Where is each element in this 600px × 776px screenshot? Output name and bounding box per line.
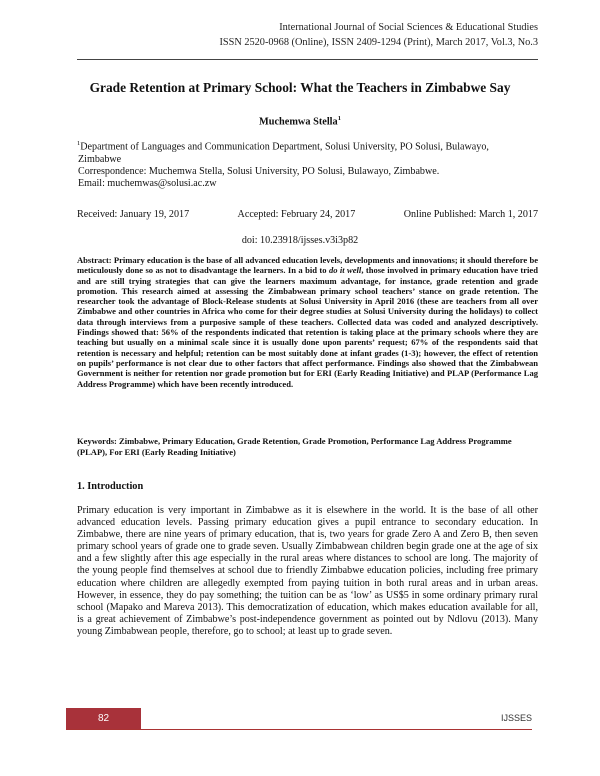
article-title: Grade Retention at Primary School: What the Teachers in Zimbabwe Say <box>89 80 511 95</box>
introduction-paragraph: Primary education is very important in Zimbabwe as it is elsewhere in the world. It is the base of all other advanced education levels. Passing primary education gives a pupil entrance to secondary education. In Zimbabwe, there are nine years of primary education, that is, two years for grade Zero A and Zero B, then seven primary school years of grade one to grade seven. Usually Zimbabwean children begin grade one at the age of six and a few slightly after this age especially in the rural areas where distances to school are long. The majority of the young people find themselves at school due to friendly Zimbabwe education policies, including free primary education where children are allegedly exempted from paying tuition in both rural areas and in urban areas. However, in essence, they do pay something; the tuition can be as ‘low’ as US$5 in some ordinary primary rural school (Mapako and Mareva 2013). This democratization of education, which makes education available for all, is a great achievement of Zimbabwe’s post-independence government as pointed out by Ndlovu (2013). Many young Zimbabwean people, therefore, go to school; at least up to grade seven. <box>77 505 538 637</box>
abstract-emphasis: do it well <box>328 265 362 276</box>
affiliation-block <box>77 138 538 190</box>
section-heading: 1. Introduction <box>77 481 144 492</box>
author-name: Muchemwa Stella <box>259 116 338 128</box>
page-number: 82 <box>97 713 110 724</box>
abstract <box>77 255 538 389</box>
header-rule <box>77 59 538 60</box>
dates-row <box>77 209 538 220</box>
affiliation-line <box>77 138 538 154</box>
received-date: Received: January 19, 2017 <box>77 209 190 220</box>
accepted-date: Accepted: February 24, 2017 <box>237 209 356 220</box>
affiliation-country: Zimbabwe <box>78 153 122 165</box>
running-head <box>219 21 538 50</box>
abstract-text-2: , those involved in primary education have tried and are still trying strategies that can give the learners maximum advantage, for instance, grade retention and grade promotion. This research aimed at assessing the Zimbabwean primary school teachers’ stance on grade retention. The researcher took the advantage of Block-Release students at Solusi University in April 2016 (these are teachers from all over Zimbabwe and other countries in Africa who come for their degree studies at Solusi University during the holidays) to collect data through interviews from a purposive sample of these teachers. Collected data was coded and analyzed descriptively. Findings showed that: 56% of the respondents indicated that retention is taking place at the primary schools where they are teaching but usually on a minimal scale since it is usually done upon parents’ request; 67% of the respondents said that retention is necessary and helpful; retention can be most suitably done at infant grades (1-3); however, the effect of retention on pupils’ performance is not clear due to other factors that affect performance. Findings also showed that the Zimbabwean Government is neither for retention nor grade promotion but for ERI (Early Reading Initiative) and PLAP (Performance Lag Address Programme) which have been recently introduced. <box>77 265 538 389</box>
correspondence: Correspondence: Muchemwa Stella, Solusi University, PO Solusi, Bulawayo, Zimbabwe. <box>78 165 440 177</box>
author-line <box>60 115 540 127</box>
published-date: Online Published: March 1, 2017 <box>403 209 538 220</box>
affiliation-text: Department of Languages and Communication Department, Solusi University, PO Solusi, Bulawayo, <box>80 141 489 153</box>
page-number-box <box>66 708 141 729</box>
journal-name: International Journal of Social Sciences & Educational Studies <box>279 22 538 33</box>
issn-line: ISSN 2520-0968 (Online), ISSN 2409-1294 (Print), March 2017, Vol.3, No.3 <box>219 36 538 48</box>
author-superscript: 1 <box>337 115 341 122</box>
affiliation-superscript: 1 <box>77 140 81 147</box>
doi: doi: 10.23918/ijsses.v3i3p82 <box>241 235 359 246</box>
journal-abbreviation: IJSSES <box>500 713 532 723</box>
email: Email: muchemwas@solusi.ac.zw <box>78 177 217 189</box>
abstract-text-1: Abstract: Primary education is the base of all advanced education levels, developments and innovations; it should therefore be meticulously done so as not to disadvantage the learners. In a bid to <box>77 255 538 276</box>
keywords: Keywords: Zimbabwe, Primary Education, Grade Retention, Grade Promotion, Performance Lag Address Programme (PLAP), For ERI (Early Reading Initiative) <box>77 436 512 457</box>
